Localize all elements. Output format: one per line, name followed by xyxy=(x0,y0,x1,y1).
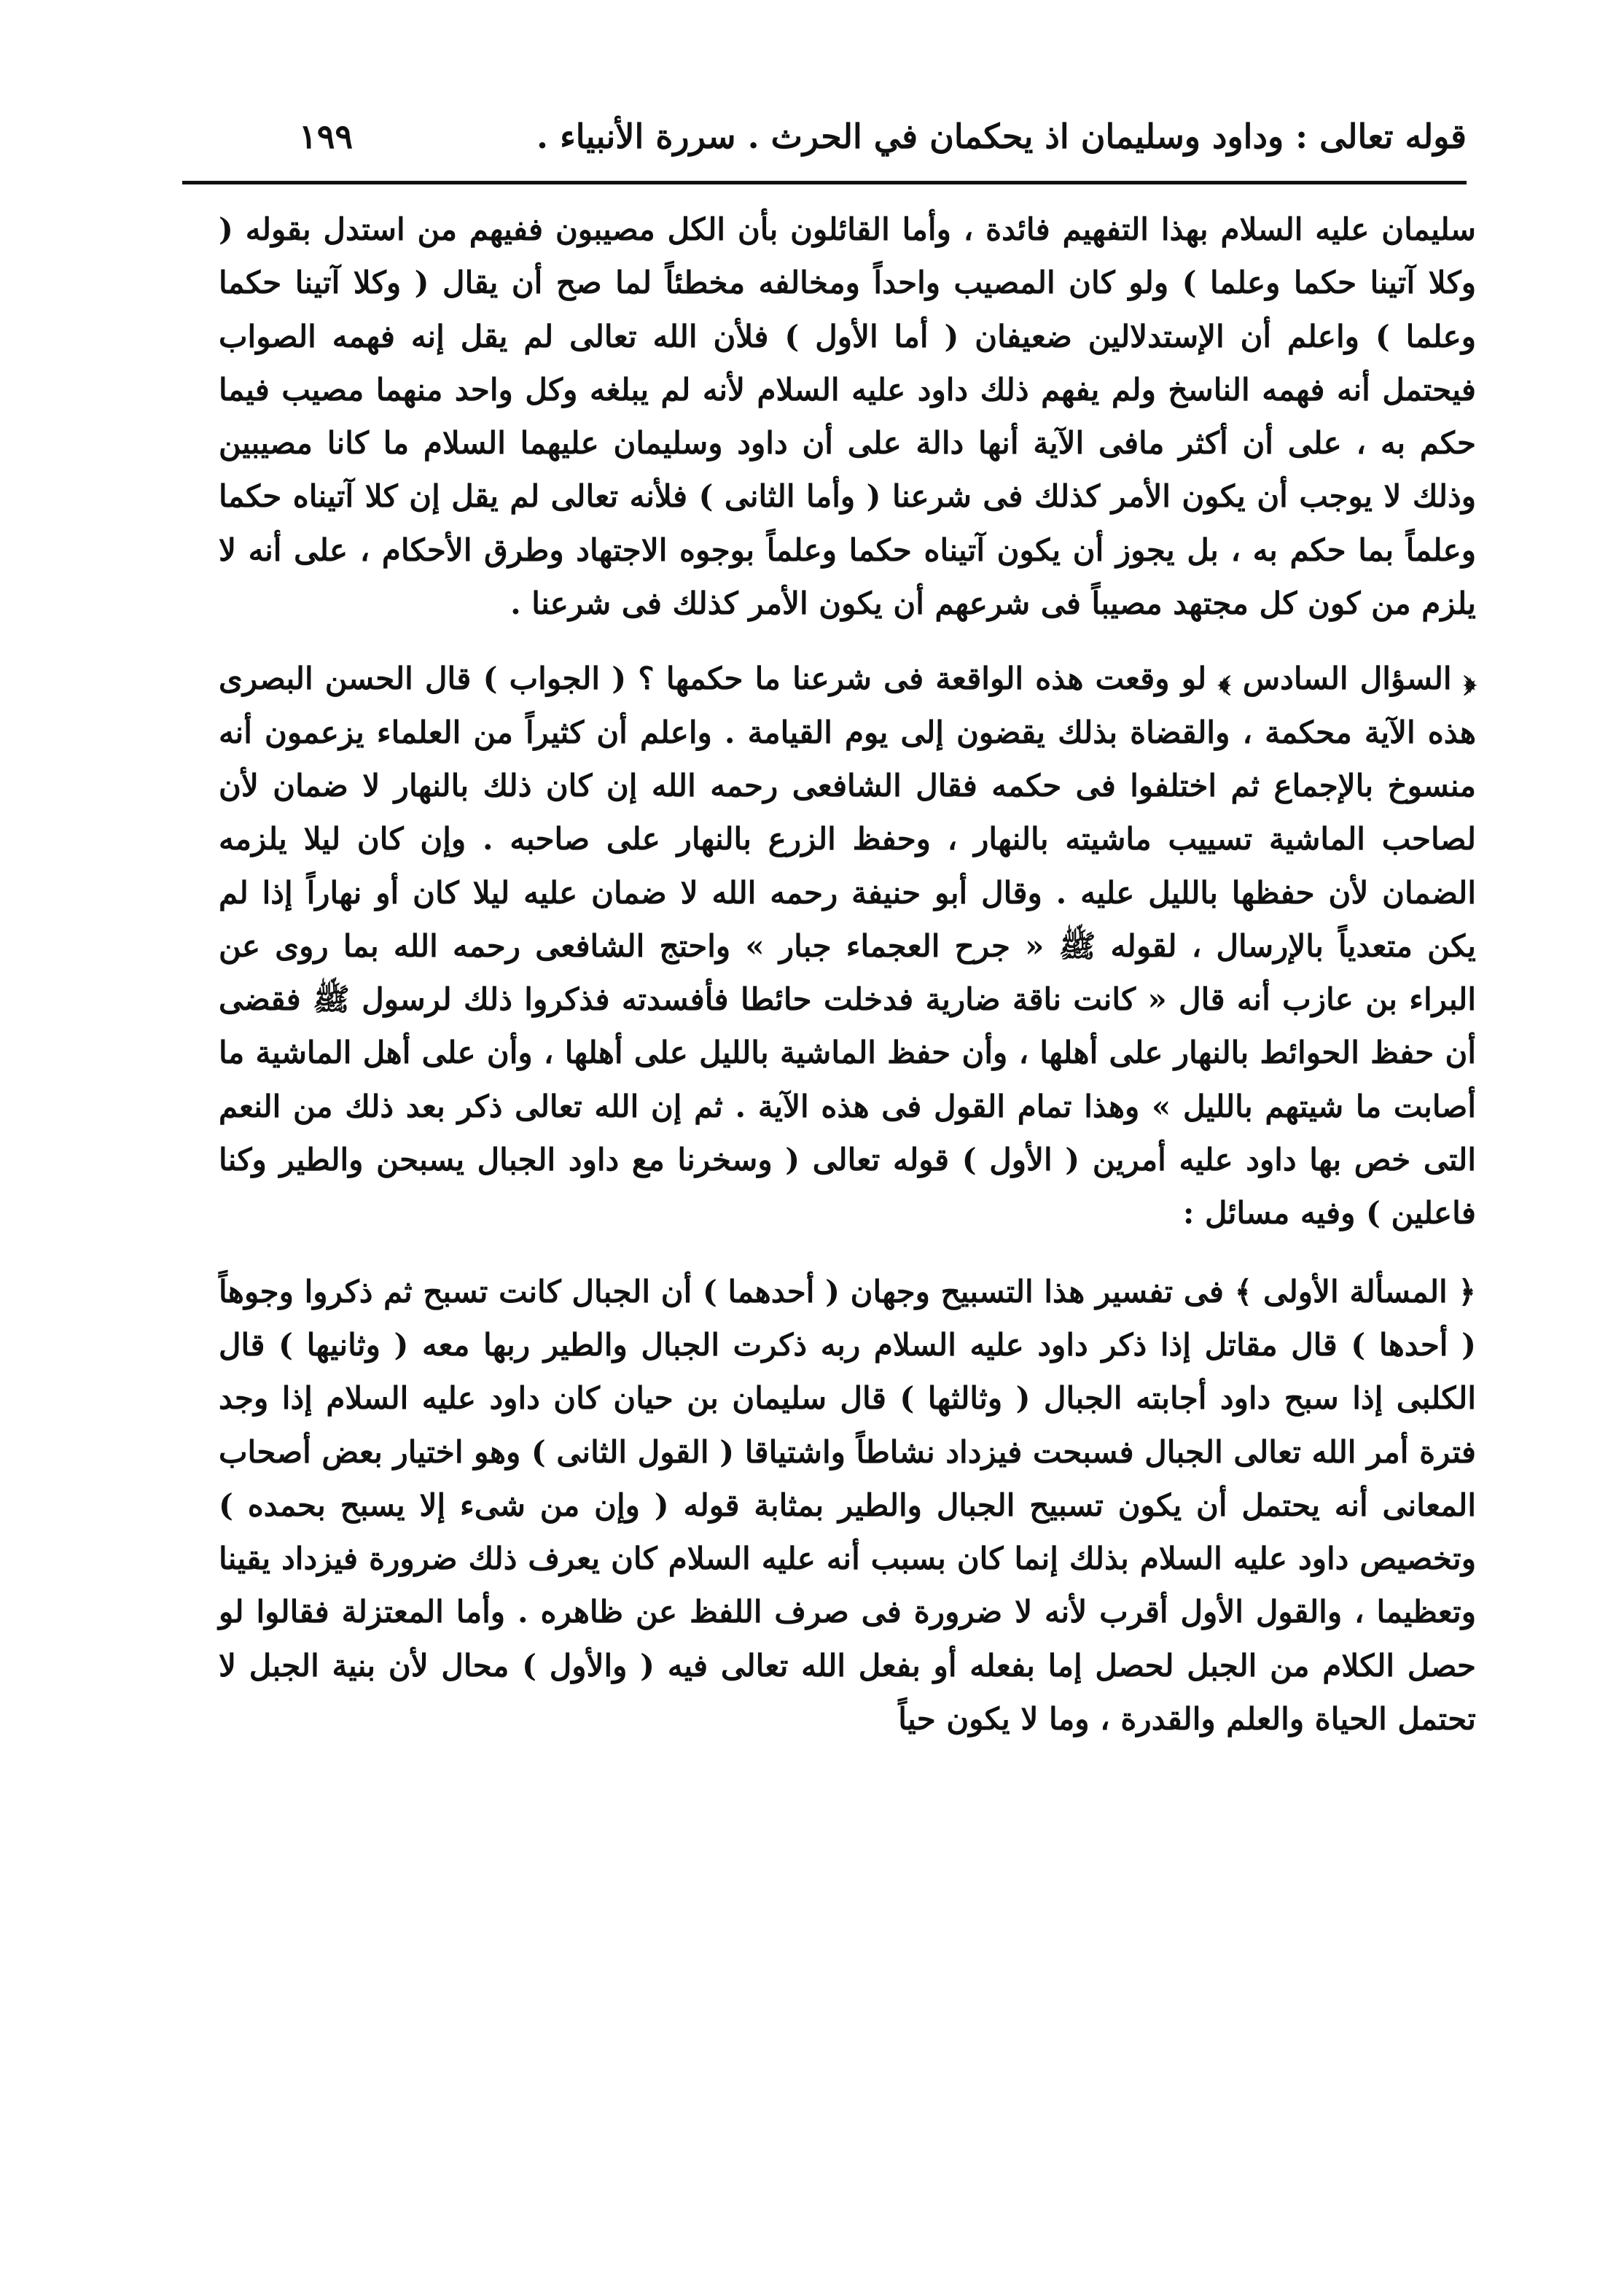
paragraph: سليمان عليه السلام بهذا التفهيم فائدة ، وأما القائلون بأن الكل مصيبون ففيهم من استدل بقوله ( وكلا آتينا حكما وعلما ) ولو كان المصيب واحداً ومخالفه مخطئاً لما صح أن يقال ( وكلا آتينا حكما وعلما ) واعلم أن الإستدلالين ضعيفان ( أما الأول ) فلأن الله تعالى لم يقل إنه فهمه الصواب فيحتمل أنه فهمه الناسخ ولم يفهم ذلك داود عليه السلام لأنه لم يبلغه وكل واحد منهما مصيب فيما حكم به ، على أن أكثر مافى الآية أنها دالة على أن داود وسليمان عليهما السلام ما كانا مصيبين وذلك لا يوجب أن يكون الأمر كذلك فى شرعنا ( وأما الثانى ) فلأنه تعالى لم يقل إن كلا آتيناه حكما وعلماً بما حكم به ، بل يجوز أن يكون آتيناه حكما وعلماً بوجوه الاجتهاد وطرق الأحكام ، على أنه لا يلزم من كون كل مجتهد مصيباً فى شرعهم أن يكون الأمر كذلك فى شرعنا . xyxy=(219,211,1476,622)
paragraph: ﴿ السؤال السادس ﴾ لو وقعت هذه الواقعة فى شرعنا ما حكمها ؟ ( الجواب ) قال الحسن البصرى هذه الآية محكمة ، والقضاة بذلك يقضون إلى يوم القيامة . واعلم أن كثيراً من العلماء يزعمون أنه منسوخ بالإجماع ثم اختلفوا فى حكمه فقال الشافعى رحمه الله إن كان ذلك بالنهار لا ضمان لأن لصاحب الماشية تسييب ماشيته بالنهار ، وحفظ الزرع بالنهار على صاحبه . وإن كان ليلا يلزمه الضمان لأن حفظها بالليل عليه . وقال أبو حنيفة رحمه الله لا ضمان عليه ليلا كان أو نهاراً إذا لم يكن متعدياً بالإرسال ، لقوله ﷺ « جرح العجماء جبار » واحتج الشافعى رحمه الله بما روى عن البراء بن عازب أنه قال « كانت ناقة ضارية فدخلت حائطا فأفسدته فذكروا ذلك لرسول ﷺ فقضى أن حفظ الحوائط بالنهار على أهلها ، وأن حفظ الماشية بالليل على أهلها ، وأن على أهل الماشية ما أصابت ما شيتهم بالليل » وهذا تمام القول فى هذه الآية . ثم إن الله تعالى ذكر بعد ذلك من النعم التى خص بها داود عليه أمرين ( الأول ) قوله تعالى ( وسخرنا مع داود الجبال يسبحن والطير وكنا فاعلين ) وفيه مسائل : xyxy=(219,661,1476,1231)
page-number: ١٩٩ xyxy=(299,117,354,156)
running-title: قوله تعالى : وداود وسليمان اذ يحكمان في الحرث . سررة الأنبياء . xyxy=(536,117,1467,156)
header-rule xyxy=(182,181,1467,184)
running-header xyxy=(182,109,1467,175)
body-text xyxy=(219,203,1476,1745)
paragraph: ﴿ المسألة الأولى ﴾ فى تفسير هذا التسبيح وجهان ( أحدهما ) أن الجبال كانت تسبح ثم ذكروا وجوهاً ( أحدها ) قال مقاتل إذا ذكر داود عليه السلام ربه ذكرت الجبال والطير ربها معه ( وثانيها ) قال الكلبى إذا سبح داود أجابته الجبال ( وثالثها ) قال سليمان بن حيان كان داود عليه السلام إذا وجد فترة أمر الله تعالى الجبال فسبحت فيزداد نشاطاً واشتياقا ( القول الثانى ) وهو اختيار بعض أصحاب المعانى أنه يحتمل أن يكون تسبيح الجبال والطير بمثابة قوله ( وإن من شىء إلا يسبح بحمده ) وتخصيص داود عليه السلام بذلك إنما كان بسبب أنه عليه السلام كان يعرف ذلك ضرورة فيزداد يقينا وتعظيما ، والقول الأول أقرب لأنه لا ضرورة فى صرف اللفظ عن ظاهره . وأما المعتزلة فقالوا لو حصل الكلام من الجبل لحصل إما بفعله أو بفعل الله تعالى فيه ( والأول ) محال لأن بنية الجبل لا تحتمل الحياة والعلم والقدرة ، وما لا يكون حياً xyxy=(219,1273,1476,1737)
